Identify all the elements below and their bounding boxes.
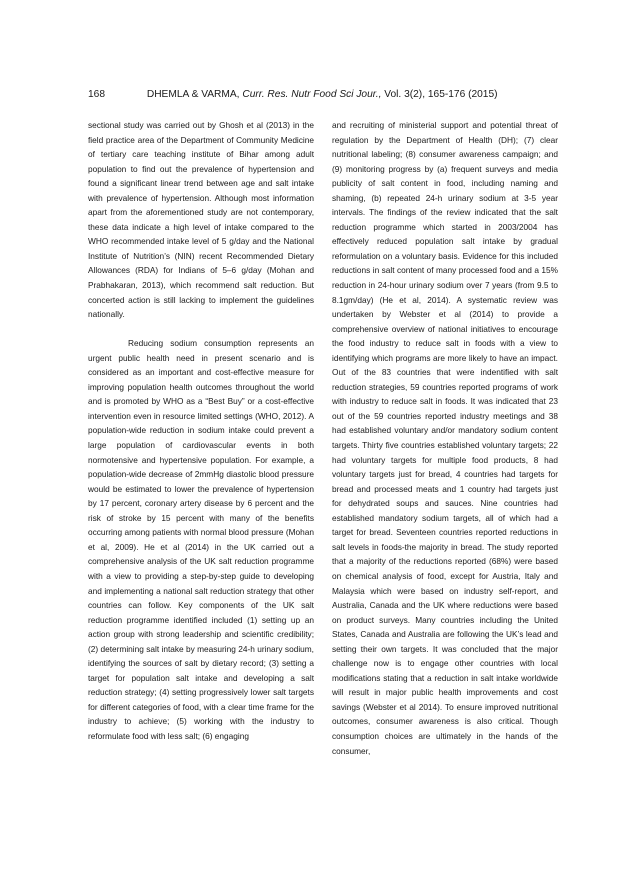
header-authors: DHEMLA & VARMA,	[146, 89, 240, 100]
left-column	[88, 118, 314, 744]
paragraph: sectional study was carried out by Ghosh et al (2013) in the field practice area of the Department of Community Medicine of tertiary care teaching institute of Bihar among adult population to find out the prevalence of hypertension and found a significant linear trend between age and salt intake with prevalence of hypertension. Although most information apart from the aforementioned study are not contemporary, these data indicate a high level of intake compared to the WHO recommended intake level of 5 g/day and the National Institute of Nutrition’s (NIN) recent Recommended Dietary Allowances (RDA) for Indians of 5–6 g/day (Mohan and Prabhakaran, 2013), which recommend salt reduction. But concerted action is still lacking to implement the guidelines nationally.	[88, 120, 314, 320]
header-journal: Curr. Res. Nutr Food Sci Jour.,	[242, 89, 382, 100]
header-citation: Vol. 3(2), 165-176 (2015)	[384, 89, 498, 100]
paragraph: Reducing sodium consumption represents an urgent public health need in present scenario and is considered as an important and cost-effective measure for improving population health outcomes throughout the world and is promoted by WHO as a “Best Buy” or a cost-effective intervention even in resource limited settings (WHO, 2012). A population-wide reduction in sodium intake could prevent a large population of cardiovascular events in both normotensive and hypertensive population. For example, a population-wide decrease of 2mmHg diastolic blood pressure would be estimated to lower the prevalence of hypertension by 17 percent, coronary artery disease by 6 percent and the risk of stroke by 15 percent with many of the benefits occurring among patients with normal blood pressure (Mohan et al, 2009). He et al (2014) in the UK carried out a comprehensive analysis of the UK salt reduction programme with a view to providing a step-by-step guide to developing and implementing a national salt reduction strategy that other countries can follow. Key components of the UK salt reduction programme identified included (1) setting up an action group with strong leadership and scientific credibility; (2) determining salt intake by measuring 24-h urinary sodium, identifying the sources of salt by dietary record; (3) setting a target for population salt intake and developing a salt reduction strategy; (4) setting progressively lower salt targets for different categories of food, with a clear time frame for the industry to achieve; (5) working with the industry to reformulate food with less salt; (6) engaging	[88, 338, 314, 741]
paragraph: and recruiting of ministerial support and potential threat of regulation by the Department of Health (DH); (7) clear nutritional labeling; (8) consumer awareness campaign; and (9) monitoring progress by (a) frequent surveys and media publicity of salt content in food, including naming and shaming, (b) repeated 24-h urinary sodium at 3-5 year intervals. The findings of the review indicated that the salt reduction programme which started in 2003/2004 has effectively reduced population salt intake by gradual reformulation on a voluntary basis. Evidence for this included reductions in salt content of many processed food and a 15% reduction in 24-hour urinary sodium over 7 years (from 9.5 to 8.1gm/day) (He et al, 2014). A systematic review was undertaken by Webster et al (2014) to provide a comprehensive overview of national initiatives to encourage the food industry to reduce salt in foods with a view to identifying which programs are more likely to have an impact. Out of the 83 countries that were indentified with salt reduction strategies, 59 countries reported programs of work with industry to reduce salt in foods. It was indicated that 23 out of the 59 countries reported industry meetings and 38 had established voluntary and/or mandatory sodium content targets. Thirty five countries established voluntary targets; 22 had voluntary targets for multiple food products, 8 had voluntary targets just for bread, 4 countries had targets for bread and processed meats and 1 country had targets just for dehydrated soups and sauces. Nine countries had established mandatory sodium targets, all of which had a target for bread. Seventeen countries reported reductions in salt levels in foods-the majority in bread. The study reported that a majority of the reductions reported (68%) were based on chemical analysis of food, except for Austria, Italy and Malaysia which were based on industry self-report, and Australia, Canada and the UK where reductions were based on product surveys. Many countries including the United States, Canada and Australia are following the UK’s lead and setting their own targets. It was concluded that the major challenge now is to engage other countries with local modifications stating that a reduction in salt intake worldwide will result in major public health improvements and cost savings (Webster et al 2014). To ensure improved nutritional outcomes, consumer awareness is also critical. Though consumption choices are ultimately in the hands of the consumer,	[332, 120, 558, 756]
running-header	[88, 89, 558, 100]
right-column	[332, 118, 558, 758]
page-number: 168	[88, 89, 105, 100]
